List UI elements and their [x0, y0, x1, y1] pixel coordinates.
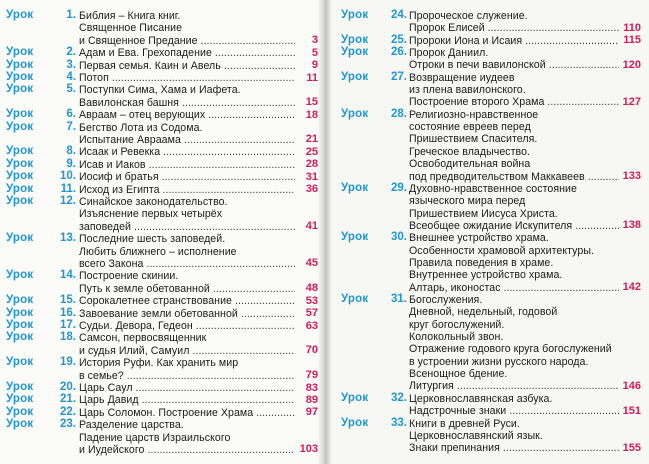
toc-row — [325, 306, 649, 318]
toc-row — [325, 208, 649, 220]
page-number: 155 — [622, 441, 641, 454]
lesson-number: 18. — [60, 331, 76, 344]
toc-row — [325, 418, 649, 430]
lesson-label: Урок — [6, 393, 34, 406]
toc-entry — [0, 196, 324, 233]
lesson-number: 9. — [66, 157, 76, 170]
lesson-label: Урок — [6, 108, 34, 121]
lesson-title-line: Вавилонская башня ..... — [79, 97, 295, 109]
lesson-title-line: Первая семья. Каин и Авель ..... — [79, 60, 295, 72]
lesson-label: Урок — [341, 391, 369, 404]
lesson-title-line: Знаки препинания ..... — [409, 442, 619, 454]
page-number: 133 — [622, 170, 641, 183]
lesson-number: 15. — [60, 294, 76, 307]
lesson-title-line: под предводительством Маккавеев ..... — [409, 171, 619, 183]
lesson-label: Урок — [341, 181, 369, 194]
lesson-title-line: Бегство Лота из Содома. — [79, 121, 203, 134]
toc-row — [0, 84, 324, 96]
lesson-title-line: Пришествием Иисуса Христа. — [409, 207, 558, 220]
toc-row — [325, 22, 649, 34]
lesson-title-line: Любить ближнего – исполнение — [79, 245, 237, 258]
lesson-label: Урок — [6, 405, 34, 418]
toc-entry — [0, 122, 324, 147]
toc-entry — [325, 109, 649, 183]
lesson-number: 31. — [391, 293, 407, 306]
page-number: 41 — [305, 220, 318, 233]
lesson-number: 28. — [391, 107, 407, 120]
lesson-title-line: Пророческое служение. — [409, 10, 528, 22]
toc-entry — [325, 10, 649, 35]
toc-entry — [325, 183, 649, 232]
toc-row — [0, 357, 324, 369]
lesson-title-line: Дневной, недельный, годовой — [409, 306, 558, 319]
page-number: 110 — [623, 21, 641, 34]
toc-row — [325, 109, 649, 121]
lesson-label: Урок — [6, 145, 34, 158]
lesson-title-line: Сорокалетнее странствование ..... — [79, 295, 295, 307]
lesson-number: 2. — [66, 46, 76, 59]
lesson-title-line: Изъяснение первых четырёх — [79, 208, 223, 221]
toc-row — [325, 245, 649, 257]
toc-entry — [0, 270, 324, 295]
toc-row — [325, 282, 649, 294]
lesson-title-line: Потоп ..... — [79, 72, 295, 84]
toc-row — [0, 419, 324, 431]
page-number: 57 — [305, 307, 318, 320]
toc-row — [325, 269, 649, 281]
toc-entry — [325, 47, 649, 72]
lesson-number: 7. — [66, 120, 76, 133]
lesson-title-line: из плена вавилонского. — [409, 84, 526, 97]
lesson-number: 21. — [60, 393, 76, 406]
toc-row — [0, 246, 324, 258]
page-number: 115 — [623, 34, 641, 47]
lesson-label: Урок — [6, 418, 34, 431]
page-number: 79 — [305, 369, 318, 382]
lesson-title-line: языческого мира перед — [409, 195, 526, 208]
lesson-title-line: Падение царств Израильского — [79, 431, 231, 444]
lesson-number: 19. — [60, 356, 76, 369]
lesson-title-line: Последние шесть заповедей. — [79, 233, 226, 246]
lesson-label: Урок — [6, 9, 34, 21]
lesson-title-line: Колокольный звон. — [409, 331, 504, 344]
toc-entry — [325, 393, 649, 418]
toc-row — [325, 343, 649, 355]
lesson-number: 10. — [60, 170, 76, 183]
toc-row — [325, 84, 649, 96]
toc-row — [325, 442, 649, 454]
lesson-title-line: Церковнославянский язык. — [409, 429, 543, 442]
lesson-number: 3. — [66, 58, 76, 71]
lesson-title-line: и Иудейского ..... — [79, 444, 295, 456]
toc-row — [325, 368, 649, 380]
lesson-title-line: и судья Илий, Самуил ..... — [79, 345, 295, 357]
toc-row — [325, 380, 649, 392]
toc-entry — [0, 233, 324, 270]
book-gutter — [318, 0, 332, 464]
page-number: 146 — [622, 379, 641, 392]
page-number: 83 — [305, 381, 318, 394]
lesson-title-line: Построение второго Храма ..... — [409, 96, 619, 108]
toc-entry — [325, 35, 649, 47]
lesson-title-line: Греческое владычество. — [409, 145, 531, 158]
lesson-number: 30. — [391, 231, 407, 244]
toc-row — [325, 257, 649, 269]
lesson-title-line: Самсон, первосвященник — [79, 332, 207, 345]
page-number: 103 — [299, 443, 318, 456]
lesson-title-line: Всенощное бдение. — [409, 368, 508, 381]
lesson-title-line: Исав и Иаков ..... — [79, 159, 295, 171]
toc-row — [325, 72, 649, 84]
toc-row — [325, 171, 649, 183]
lesson-number: 16. — [60, 306, 76, 319]
lesson-label: Урок — [341, 46, 369, 59]
lesson-title-line: в семье? ..... — [79, 370, 295, 382]
lesson-number: 23. — [60, 418, 76, 431]
lesson-title-line: Церковнославянская азбука. — [409, 392, 553, 405]
lesson-title-line: Алтарь, иконостас ..... — [409, 282, 619, 294]
lesson-title-line: Книги в древней Руси. — [409, 417, 520, 430]
toc-entry — [0, 10, 324, 47]
toc-entry — [325, 232, 649, 294]
toc-row — [0, 22, 324, 34]
lesson-label: Урок — [6, 46, 34, 59]
lesson-number: 5. — [66, 83, 76, 96]
lesson-title-line: Пришествием Спасителя. — [409, 133, 538, 146]
lesson-label: Урок — [341, 231, 369, 244]
lesson-label: Урок — [6, 157, 34, 170]
lesson-title-line: Литургия ..... — [409, 380, 619, 392]
lesson-number: 24. — [391, 9, 407, 21]
lesson-label: Урок — [6, 269, 34, 282]
lesson-title-line: Пророк Даниил. — [409, 47, 489, 60]
toc-row — [325, 220, 649, 232]
lesson-title-line: Завоевание земли обетованной ..... — [79, 308, 295, 320]
lesson-title-line: История Руфи. Как хранить мир — [79, 357, 239, 370]
toc-row — [325, 121, 649, 133]
lesson-title-line: Синайское законодательство. — [79, 196, 228, 208]
toc-row — [0, 270, 324, 282]
lesson-number: 20. — [60, 381, 76, 393]
toc-entry — [0, 419, 324, 456]
page-number: 48 — [305, 282, 318, 295]
toc-row — [325, 331, 649, 343]
lesson-title-line: Освободительная война — [409, 158, 531, 171]
lesson-number: 17. — [60, 319, 76, 331]
toc-entry — [325, 418, 649, 455]
page-number: 31 — [305, 170, 318, 183]
page-number: 5 — [311, 46, 318, 59]
lesson-number: 13. — [60, 232, 76, 245]
toc-row — [325, 356, 649, 368]
toc-row — [325, 232, 649, 244]
lesson-title-line: всего Закона ..... — [79, 258, 295, 270]
lesson-title-line: Религиозно-нравственное — [409, 108, 539, 121]
lesson-label: Урок — [6, 58, 34, 71]
page-number: 120 — [622, 58, 641, 71]
toc-row — [0, 444, 324, 456]
lesson-number: 27. — [391, 70, 407, 83]
page-number: 63 — [305, 319, 318, 332]
lesson-title-line: Путь к земле обетованной ..... — [79, 283, 295, 295]
toc-row — [325, 183, 649, 195]
page-number: 138 — [622, 219, 641, 232]
lesson-number: 33. — [391, 416, 407, 429]
lesson-title-line: Построение скинии. — [79, 270, 179, 283]
page-number: 89 — [305, 393, 318, 406]
lesson-title-line: Духовно-нравственное состояние — [409, 182, 577, 195]
toc-row — [0, 432, 324, 444]
lesson-label: Урок — [6, 182, 34, 195]
toc-row — [0, 332, 324, 344]
toc-entry — [0, 84, 324, 109]
lesson-label: Урок — [6, 356, 34, 369]
lesson-label: Урок — [341, 9, 369, 21]
lesson-title-line: Надстрочные знаки ..... — [409, 405, 619, 417]
toc-row — [325, 35, 649, 47]
lesson-title-line: Судьи. Девора, Гедеон ..... — [79, 320, 295, 332]
toc-entry — [325, 72, 649, 109]
lesson-number: 4. — [66, 71, 76, 83]
page-number: 53 — [305, 294, 318, 307]
lesson-label: Урок — [6, 294, 34, 307]
lesson-label: Урок — [341, 107, 369, 120]
lesson-title-line: Царь Давид ..... — [79, 394, 295, 406]
lesson-label: Урок — [341, 70, 369, 83]
lesson-label: Урок — [6, 71, 34, 83]
lesson-label: Урок — [341, 33, 369, 46]
lesson-title-line: Возвращение иудеев — [409, 71, 515, 84]
lesson-title-line: Отроки в печи вавилонской ..... — [409, 59, 619, 71]
toc-row — [0, 208, 324, 220]
page-number: 11 — [306, 71, 318, 84]
page-number: 97 — [305, 406, 318, 419]
toc-row — [325, 319, 649, 331]
toc-row — [325, 294, 649, 306]
lesson-title-line: Исаак и Ревекка ..... — [79, 146, 295, 158]
toc-entry — [0, 357, 324, 382]
lesson-label: Урок — [341, 293, 369, 306]
page-number: 9 — [311, 59, 318, 72]
lesson-number: 6. — [66, 108, 76, 121]
page-number: 36 — [305, 183, 318, 196]
toc-row — [325, 430, 649, 442]
page-number: 45 — [305, 257, 318, 270]
lesson-number: 11. — [60, 182, 76, 195]
toc-row — [325, 133, 649, 145]
lesson-title-line: Пророк Елисей ..... — [409, 22, 619, 34]
lesson-title-line: Богослужения. — [409, 294, 483, 307]
lesson-title-line: Поступки Сима, Хама и Иафета. — [79, 84, 241, 97]
lesson-label: Урок — [6, 319, 34, 331]
page-number: 21 — [305, 133, 318, 146]
lesson-label: Урок — [6, 232, 34, 245]
lesson-label: Урок — [6, 306, 34, 319]
lesson-number: 14. — [60, 269, 76, 282]
page-number: 18 — [305, 108, 318, 121]
toc-row — [325, 146, 649, 158]
lesson-title-line: Царь Саул ..... — [79, 382, 295, 394]
toc-row — [0, 10, 324, 22]
page-number: 127 — [622, 95, 641, 108]
lesson-title-line: Иосиф и братья ..... — [79, 171, 295, 183]
lesson-label: Урок — [6, 120, 34, 133]
toc-row — [0, 196, 324, 208]
toc-row — [325, 195, 649, 207]
lesson-title-line: Особенности храмовой архитектуры. — [409, 244, 595, 257]
toc-row — [0, 122, 324, 134]
lesson-title-line: Авраам – отец верующих ..... — [79, 109, 295, 121]
lesson-label: Урок — [6, 195, 34, 207]
page-number: 151 — [622, 404, 641, 417]
lesson-title-line: Испытание Авраама ..... — [79, 134, 295, 146]
toc-row — [325, 158, 649, 170]
lesson-title-line: Всеобщее ожидание Искупителя ..... — [409, 220, 619, 232]
lesson-title-line: Библия – Книга книг. — [79, 10, 181, 22]
right-page — [325, 0, 649, 464]
lesson-label: Урок — [6, 170, 34, 183]
lesson-number: 1. — [66, 9, 76, 21]
lesson-number: 26. — [391, 46, 407, 59]
lesson-title-line: круг богослужений. — [409, 318, 505, 331]
toc-row — [325, 47, 649, 59]
left-page — [0, 0, 324, 464]
page-number: 142 — [622, 281, 641, 294]
lesson-title-line: Царь Соломон. Построение Храма ..... — [79, 407, 295, 419]
page-number: 3 — [311, 34, 318, 47]
toc-row — [0, 233, 324, 245]
lesson-title-line: состояние евреев перед — [409, 121, 531, 134]
toc-row — [325, 393, 649, 405]
lesson-title-line: Адам и Ева. Грехопадение ..... — [79, 47, 295, 59]
lesson-number: 32. — [391, 391, 407, 404]
toc-row — [325, 96, 649, 108]
lesson-number: 8. — [66, 145, 76, 158]
lesson-label: Урок — [6, 331, 34, 344]
lesson-title-line: Исход из Египта ..... — [79, 184, 295, 196]
lesson-label: Урок — [6, 381, 34, 393]
lesson-title-line: Правила поведения в храме. — [409, 256, 554, 269]
page-number: 25 — [305, 145, 318, 158]
lesson-title-line: Внутреннее устройство храма. — [409, 269, 563, 282]
lesson-title-line: Внешнее устройство храма. — [409, 232, 549, 245]
toc-row — [325, 405, 649, 417]
toc-row — [325, 10, 649, 22]
lesson-label: Урок — [6, 83, 34, 96]
page-number: 28 — [305, 158, 318, 171]
lesson-title-line: Отражение годового круга богослужений — [409, 343, 612, 356]
lesson-title-line: Священное Писание — [79, 22, 183, 35]
lesson-number: 29. — [391, 181, 407, 194]
lesson-number: 25. — [391, 33, 407, 46]
lesson-title-line: заповедей ..... — [79, 221, 295, 233]
lesson-number: 12. — [60, 195, 76, 207]
lesson-title-line: и Священное Предание ..... — [79, 35, 295, 47]
toc-entry — [325, 294, 649, 393]
lesson-title-line: в устроении жизни русского народа. — [409, 355, 589, 368]
lesson-label: Урок — [341, 416, 369, 429]
toc-entry — [0, 332, 324, 357]
toc-row — [325, 59, 649, 71]
page-number: 70 — [305, 344, 318, 357]
lesson-title-line: Разделение царства. — [79, 419, 184, 432]
page-number: 15 — [305, 96, 318, 109]
lesson-title-line: Пророки Иона и Исаия ..... — [409, 35, 619, 47]
lesson-number: 22. — [60, 405, 76, 418]
